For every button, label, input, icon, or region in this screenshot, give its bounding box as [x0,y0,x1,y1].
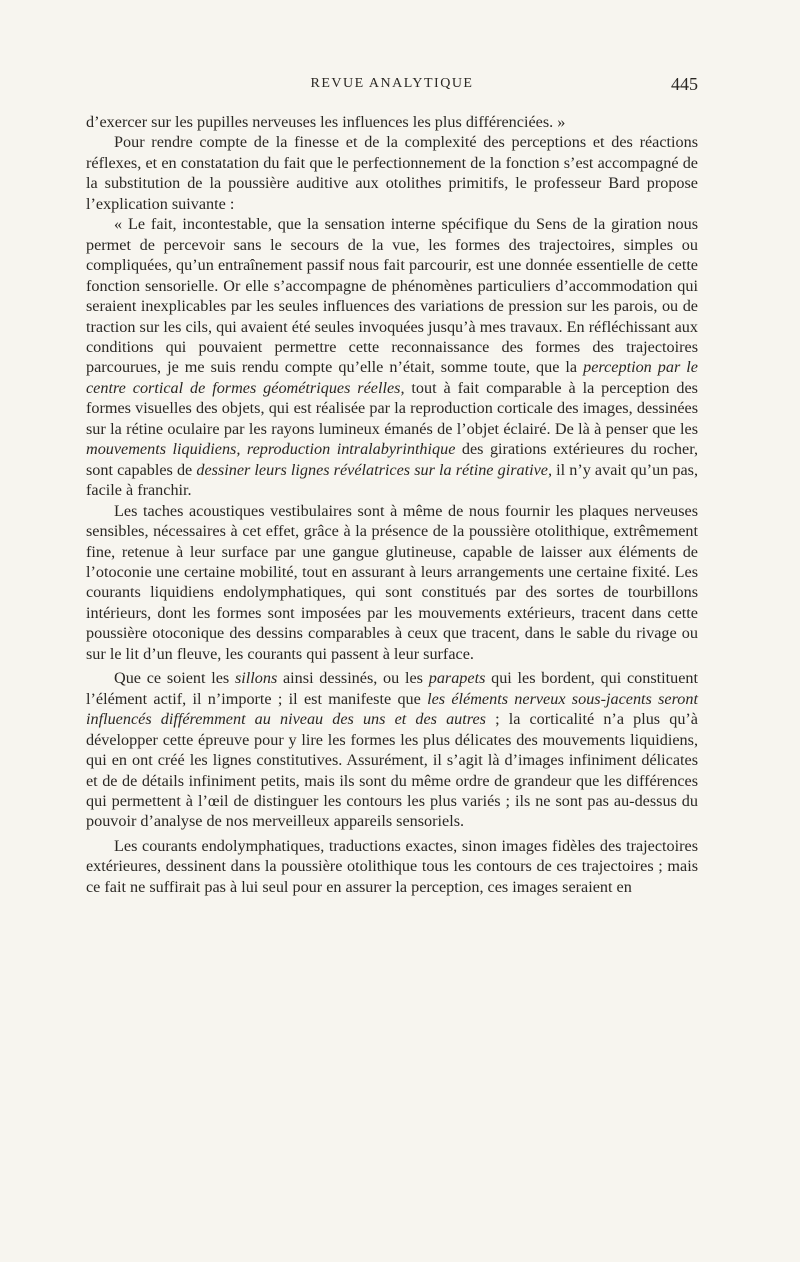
paragraph-6 [86,836,698,897]
text-segment: qui les bordent, qui constituent l’élément actif, il n’importe ; il est manifeste que [86,669,698,708]
italic-segment: les éléments nerveux sous-jacents seront influencés différemment au niveau des uns et des autres [86,689,698,729]
text-segment: Que ce soient les [114,669,235,688]
page-header [86,76,698,98]
running-title: REVUE ANALYTIQUE [310,76,474,91]
text-segment: ainsi dessinés, ou les [277,669,429,688]
paragraph-3 [86,214,698,500]
text-segment: « Le fait, incontestable, que la sensation interne spécifique du Sens de la giration nous permet de percevoir sans le secours de la vue, les formes des trajectoires, simples ou compliquées, qu’un entraînement passif nous fait parcourir, est une donnée essentielle de cette fonction sensorielle. Or elle s’accompagne de phénomènes particuliers d’accommodation qui seraient inexplicables par les seules influences des variations de pression sur les parois, ou de traction sur les cils, qui avaient été seules invoquées jusqu’à mes travaux. En réfléchissant aux conditions qui pouvaient permettre cette reconnaissance des formes des trajectoires parcourues, je me suis rendu compte qu’elle n’était, somme toute, que la [86,215,698,377]
italic-segment: parapets [428,669,486,688]
paragraph-5 [86,668,698,832]
italic-segment: dessiner leurs lignes révélatrices sur la rétine girative, [196,460,552,479]
text-segment: Pour rendre compte de la finesse et de la complexité des perceptions et des réactions réflexes, et en constatation du fait que le perfectionnement de la fonction s’est accompagné de la substitution de la poussière auditive aux otolithes primitifs, le professeur Bard propose l’explication suivante : [86,133,698,213]
italic-segment: perception par le centre cortical de formes géométriques réelles, [86,358,698,397]
text-segment: ; la corticalité n’a plus qu’à développer cette épreuve pour y lire les formes les plus délicates des mouvements liquidiens, qui en ont créé les lignes constitutives. Assurément, il s’agit là d’images infiniment délicates et de de détails infiniment petits, mais ils sont du même ordre de grandeur que les différences qui permettent à l’œil de distinguer les contours les plus variés ; ils ne sont pas au-dessus du pouvoir d’analyse de nos merveilleux appareils sensoriels. [86,710,698,831]
italic-segment: mouvements liquidiens, reproduction intralabyrinthique [86,440,456,459]
paragraph-2 [86,132,698,214]
text-segment: il n’y avait qu’un pas, facile à franchir. [86,460,698,500]
text-segment: des girations extérieures du rocher, sont capables de [86,440,699,479]
paragraph-1 [86,112,698,132]
article-body [86,112,698,897]
italic-segment: sillons [234,669,278,688]
text-segment: Les courants endolymphatiques, traductions exactes, sinon images fidèles des trajectoires extérieures, dessinent dans la poussière otolithique tous les contours de ces trajectoires ; mais ce fait ne suffirait pas à lui seul pour en assurer la perception, ces images seraient en [86,836,698,896]
page-number: 445 [671,74,698,94]
text-segment: tout à fait comparable à la perception des formes visuelles des objets, qui est réalisée par la reproduction corticale des images, dessinées sur la rétine oculaire par les rayons lumineux émanés de l’objet éclairé. De là à penser que les [86,378,698,438]
paragraph-4 [86,501,698,665]
text-segment: d’exercer sur les pupilles nerveuses les influences les plus différenciées. » [86,113,566,131]
text-segment: Les taches acoustiques vestibulaires sont à même de nous fournir les plaques nerveuses sensibles, nécessaires à cet effet, grâce à la présence de la poussière otolithique, extrêmement fine, retenue à leur surface par une gangue glutineuse, capable de laisser aux éléments de l’otoconie une certaine mobilité, tout en assurant à leurs arrangements une certaine fixité. Les courants liquidiens endolymphatiques, qui sont constitués par des sortes de tourbillons intérieurs, dont les formes sont imposées par les mouvements extérieurs, tracent dans cette poussière otoconique des dessins comparables à ceux que tracent, dans le sable du rivage ou sur le lit d’un fleuve, les courants qui passent à leur surface. [86,501,698,663]
